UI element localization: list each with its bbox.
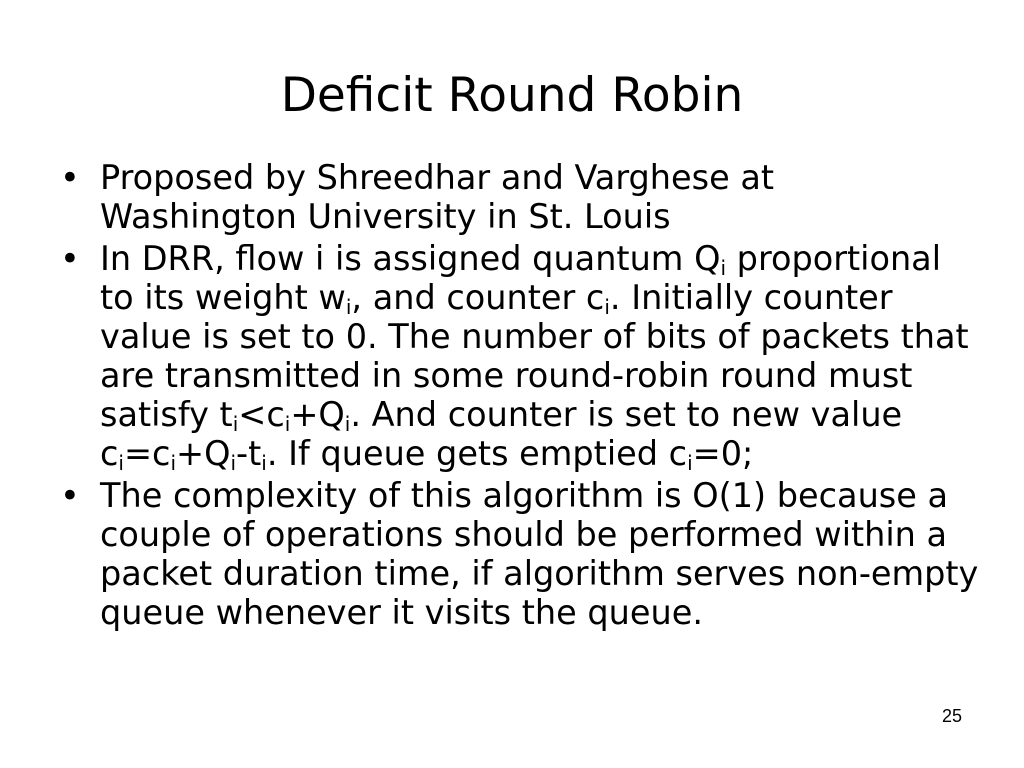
text-run: , and counter c [351, 278, 605, 317]
text-run: proportional to its weight w [100, 239, 942, 317]
text-run: -t [236, 434, 262, 473]
subscript: i [261, 451, 267, 475]
subscript: i [604, 295, 610, 319]
bullet-dot-icon: • [60, 476, 80, 515]
bullet-item-proposed-by [60, 158, 980, 236]
slide-title: Deficit Round Robin [280, 68, 744, 123]
subscript: i [687, 451, 693, 475]
subscript: i [720, 256, 727, 280]
subscript: i [118, 451, 124, 475]
subscript: i [232, 412, 239, 436]
bullet-dot-icon: • [60, 158, 80, 197]
bullet-item-complexity [60, 476, 980, 632]
text-run: <c [238, 395, 285, 434]
bullet-text: Proposed by Shreedhar and Varghese at Washington University in St. Louis [100, 158, 775, 236]
text-run: In DRR, flow i is assigned quantum Q [100, 239, 721, 278]
bullet-item-drr-description [60, 239, 980, 473]
subscript: i [284, 412, 291, 436]
subscript: i [230, 451, 237, 475]
bullet-text: The complexity of this algorithm is O(1) because a couple of operations should be performed within a packet duration time, if algorithm serves non-empty queue whenever it visits the queue. [100, 476, 979, 632]
text-run: =0; [692, 434, 754, 473]
text-run: . Initially counter value is set to 0. The number of bits of packets that are transmitted in some round-robin round must satisfy t [100, 278, 969, 434]
subscript: i [344, 412, 351, 436]
text-run: . If queue gets emptied c [266, 434, 688, 473]
text-run: =c [123, 434, 171, 473]
bullet-text [100, 239, 969, 473]
text-run: . And counter is set to new value c [100, 395, 903, 473]
bullet-list [60, 158, 980, 635]
text-run: +Q [176, 434, 231, 473]
page-number: 25 [941, 706, 962, 726]
subscript: i [345, 295, 352, 319]
text-run: +Q [290, 395, 345, 434]
subscript: i [170, 451, 177, 475]
bullet-dot-icon: • [60, 239, 80, 278]
